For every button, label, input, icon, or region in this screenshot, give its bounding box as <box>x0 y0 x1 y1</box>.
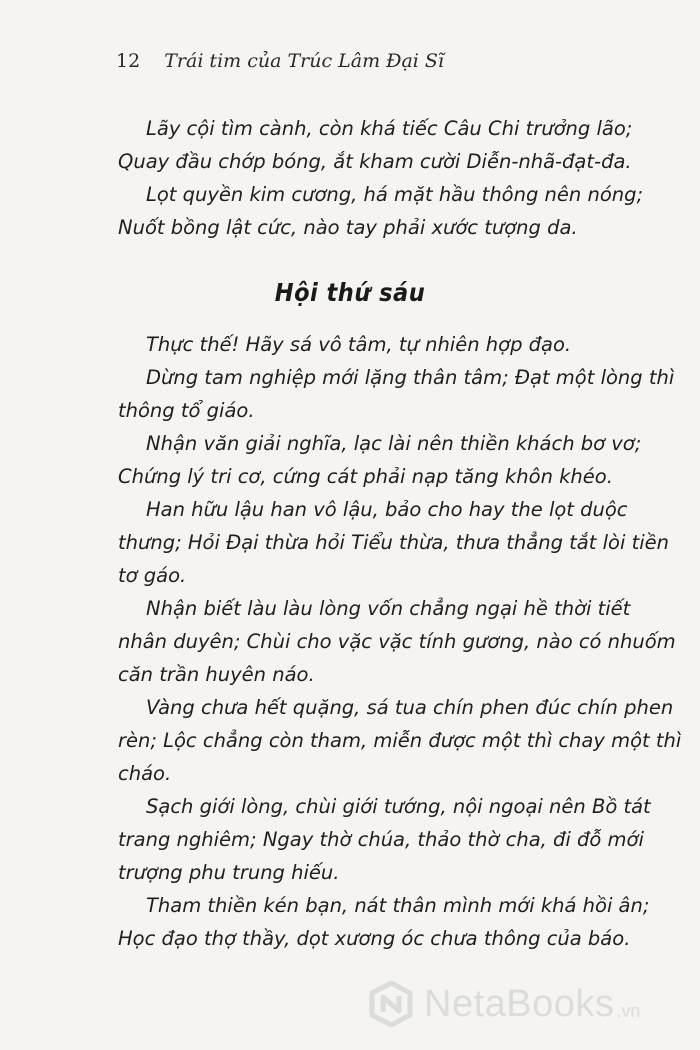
n-cube-logo-icon <box>368 981 414 1027</box>
verse-line: rèn; Lộc chẳng còn tham, miễn được một thì chay một thì <box>118 729 682 752</box>
verse-line: Vàng chưa hết quặng, sá tua chín phen đúc chín phen <box>146 696 674 719</box>
verse-line: Dừng tam nghiệp mới lặng thân tâm; Đạt một lòng thì <box>146 366 675 389</box>
verse-line: cháo. <box>118 762 172 785</box>
verse-line: trang nghiêm; Ngay thờ chúa, thảo thờ cha, đi đỗ mới <box>118 828 644 851</box>
running-head <box>116 50 444 72</box>
verse-line: thưng; Hỏi Đại thừa hỏi Tiểu thừa, thưa thẳng tắt lòi tiền <box>118 531 669 554</box>
verse-line: Tham thiền kén bạn, nát thân mình mới khá hồi ân; <box>146 894 650 917</box>
verse-line: trượng phu trung hiếu. <box>118 861 340 884</box>
verse-line: Quay đầu chớp bóng, ắt kham cười Diễn-nhã-đạt-đa. <box>118 150 632 173</box>
verse-line: Thực thế! Hãy sá vô tâm, tự nhiên hợp đạo. <box>146 333 572 356</box>
verse-line: thông tổ giáo. <box>118 399 255 422</box>
verse-line: Sạch giới lòng, chùi giới tướng, nội ngoại nên Bồ tát <box>146 795 651 818</box>
verse-line: Lãy cội tìm cành, còn khá tiếc Câu Chi trưởng lão; <box>146 117 633 140</box>
netabooks-watermark <box>368 974 693 1034</box>
verse-line: tơ gáo. <box>118 564 187 587</box>
watermark-suffix: .vn <box>616 1000 641 1021</box>
verse-line: Lọt quyền kim cương, há mặt hầu thông nên nóng; <box>146 183 644 206</box>
verse-line: Học đạo thợ thầy, dọt xương óc chưa thông của báo. <box>118 927 631 950</box>
verse-line: Nhận biết làu làu lòng vốn chẳng ngại hề thời tiết <box>146 597 631 620</box>
section-title: Hội thứ sáu <box>274 278 426 307</box>
watermark-brand: NetaBooks <box>424 982 615 1025</box>
verse-line: căn trần huyên náo. <box>118 663 315 686</box>
verse-line: Nhận văn giải nghĩa, lạc lài nên thiền khách bơ vơ; <box>146 432 642 455</box>
verse-line: Han hữu lậu han vô lậu, bảo cho hay the lọt duộc <box>146 498 628 521</box>
book-title: Trái tim của Trúc Lâm Đại Sĩ <box>164 50 444 72</box>
verse-line: Chứng lý tri cơ, cứng cát phải nạp tăng khôn khéo. <box>118 465 613 488</box>
page-number: 12 <box>116 50 141 72</box>
verse-line: nhân duyên; Chùi cho vặc vặc tính gương, nào có nhuốm <box>118 630 676 653</box>
verse-line: Nuốt bồng lật cức, nào tay phải xước tượng da. <box>118 216 578 239</box>
